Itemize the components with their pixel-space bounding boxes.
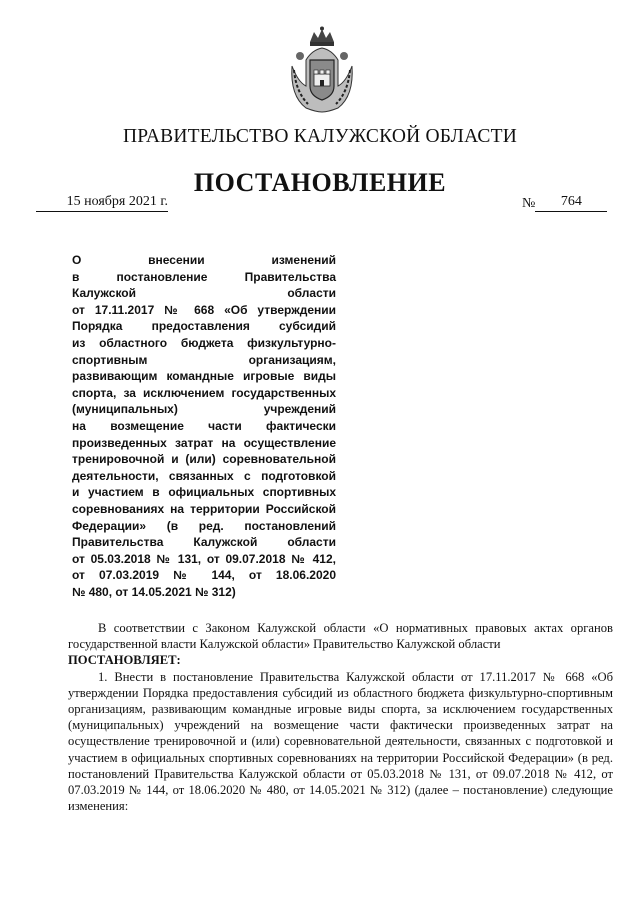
organization-title: ПРАВИТЕЛЬСТВО КАЛУЖСКОЙ ОБЛАСТИ [123,126,517,147]
subject-line: произведенных затрат на осуществление [72,435,336,450]
subject-line: Калужской области [72,286,336,301]
subject-line: от 17.11.2017 № 668 «Об утверждении [72,302,336,317]
subject-line: и участием в официальных спортивных [72,485,336,500]
document-number [522,194,607,212]
subject-line: в постановление Правительства [72,269,336,284]
number-sign: № [522,196,536,211]
subject-line: от 07.03.2019 № 144, от 18.06.2020 [72,568,336,583]
subject-line: спорта, за исключением государственных [72,385,336,400]
subject-line: развивающим командные игровые виды [72,369,336,384]
subject-line: Федерации» (в ред. постановлений [72,518,336,533]
document-date: 15 ноября 2021 г. [36,194,168,212]
subject-line: (муниципальных) учреждений [72,402,336,417]
coat-of-arms-emblem [286,26,358,114]
document-type-heading: ПОСТАНОВЛЕНИЕ [193,168,447,197]
subject-line: № 480, от 14.05.2021 № 312) [72,584,236,599]
item-1-paragraph: 1. Внести в постановление Правительства Калужской области от 17.11.2017 № 668 «Об утверждении Порядка предоставления субсидий из областного бюджета физкультурно-спортивным организациям, развивающим командные игровые виды спорта, за исключением государственных (муниципальных) учреждений на возмещение части фактически произведенных затрат на осуществление тренировочной и (или) соревновательной деятельности, связанных с подготовкой и участием в официальных спортивных соревнованиях на территории Российской Федерации» (в ред. постановлений Правительства Калужской области от 05.03.2018 № 131, от 09.07.2018 № 412, от 07.03.2019 № 144, от 18.06.2020 № 480, от 14.05.2021 № 312) (далее – постановление) следующие изменения: [68,669,613,814]
subject-line: Порядка предоставления субсидий [72,319,336,334]
subject-line: спортивным организациям, [72,352,336,367]
subject-line: соревнованиях на территории Российской [72,501,336,516]
number-value: 764 [535,194,607,212]
subject-line: Правительства Калужской области [72,535,336,550]
subject-line: тренировочной и (или) соревновательной [72,452,336,467]
preamble-paragraph: В соответствии с Законом Калужской области «О нормативных правовых актах органов государственной власти Калужской области» Правительство Калужской области [68,621,613,652]
subject-line: из областного бюджета физкультурно- [72,335,336,350]
document-body [68,620,613,814]
subject-line: О внесении изменений [72,253,336,267]
subject-line: на возмещение части фактически [72,418,336,433]
decision-word: ПОСТАНОВЛЯЕТ: [68,653,181,668]
subject-line: от 05.03.2018 № 131, от 09.07.2018 № 412, [72,551,336,566]
subject-line: деятельности, связанных с подготовкой [72,468,336,483]
document-subject [72,252,336,600]
